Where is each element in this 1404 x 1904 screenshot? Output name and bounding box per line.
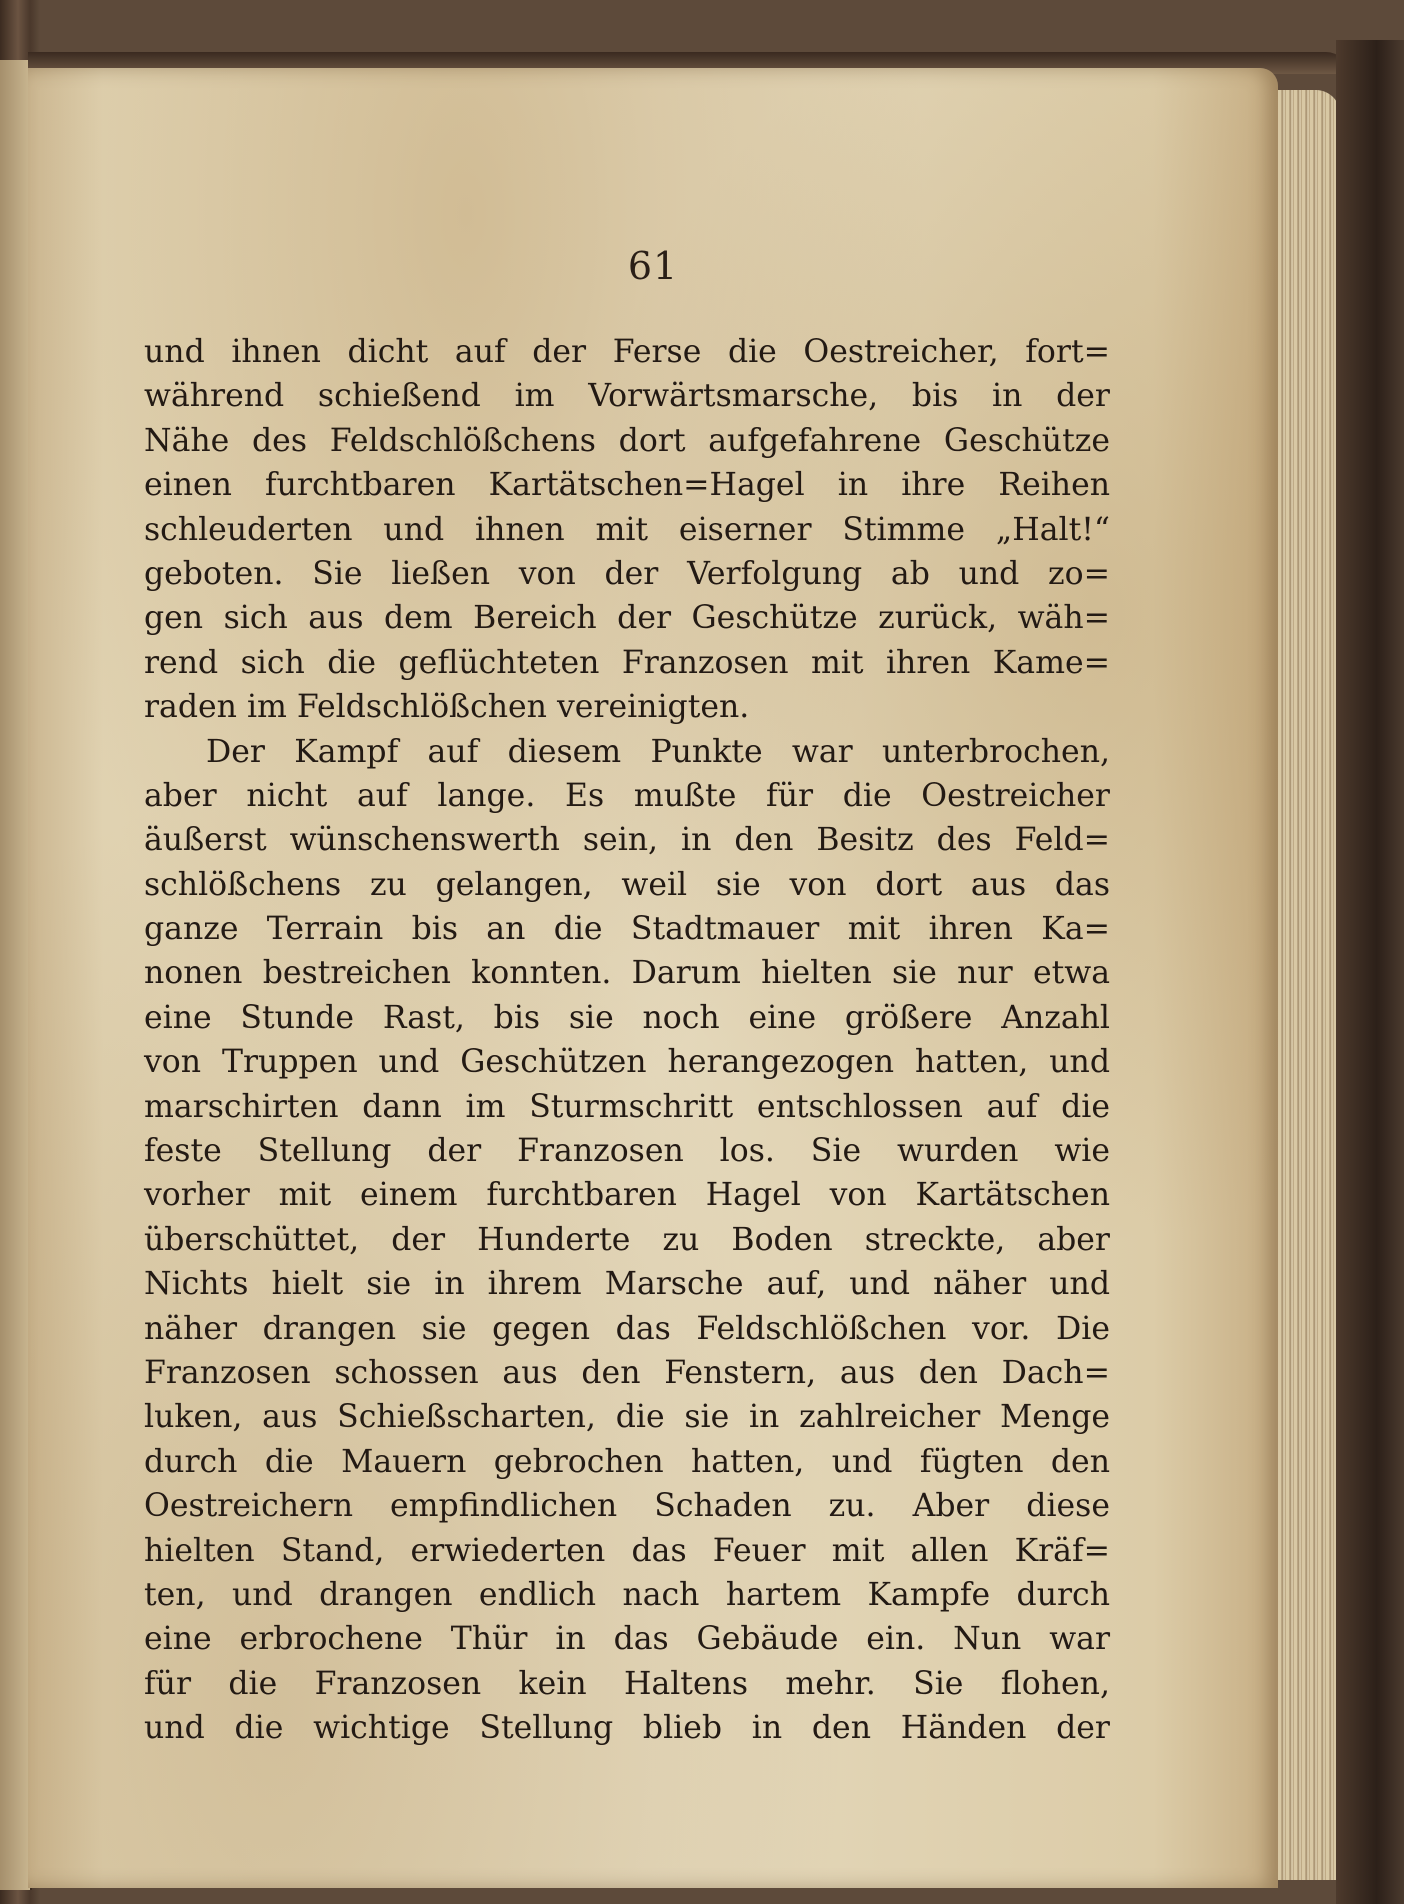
- text-line: schleuderten und ihnen mit eiserner Stimme „Halt!“: [144, 511, 1110, 548]
- text-line: ganze Terrain bis an die Stadtmauer mit ihren Ka=: [144, 911, 1110, 948]
- text-line: Franzosen schossen aus den Fenstern, aus den Dach=: [144, 1354, 1110, 1391]
- text-line: schlößchens zu gelangen, weil sie von dort aus das: [144, 866, 1110, 903]
- text-line: feste Stellung der Franzosen los. Sie wurden wie: [144, 1133, 1110, 1170]
- text-line: durch die Mauern gebrochen hatten, und fügten den: [144, 1443, 1110, 1480]
- text-line: Der Kampf auf diesem Punkte war unterbrochen,: [206, 733, 1110, 770]
- text-line: für die Franzosen kein Haltens mehr. Sie flohen,: [144, 1665, 1110, 1702]
- text-line: Oestreichern empfindlichen Schaden zu. Aber diese: [144, 1488, 1110, 1525]
- book-page: [28, 68, 1278, 1888]
- text-line: rend sich die geflüchteten Franzosen mit ihren Kame=: [144, 644, 1110, 681]
- text-line: marschirten dann im Sturmschritt entschlossen auf die: [144, 1088, 1110, 1125]
- text-line: aber nicht auf lange. Es mußte für die Oestreicher: [144, 777, 1110, 814]
- text-line: und ihnen dicht auf der Ferse die Oestreicher, fort=: [144, 334, 1110, 370]
- text-line: eine erbrochene Thür in das Gebäude ein. Nun war: [144, 1621, 1110, 1658]
- text-line: und die wichtige Stellung blieb in den Händen der: [144, 1710, 1110, 1747]
- text-line: vorher mit einem furchtbaren Hagel von Kartätschen: [144, 1177, 1110, 1214]
- text-line: eine Stunde Rast, bis sie noch eine größere Anzahl: [144, 999, 1110, 1036]
- text-line: hielten Stand, erwiederten das Feuer mit allen Kräf=: [144, 1532, 1110, 1569]
- page-stack-edges: [1270, 90, 1340, 1880]
- text-line: raden im Feldschlößchen vereinigten.: [144, 689, 750, 726]
- text-line: Nichts hielt sie in ihrem Marsche auf, und näher und: [144, 1266, 1110, 1303]
- text-line: äußerst wünschenswerth sein, in den Besitz des Feld=: [144, 822, 1110, 859]
- text-line: luken, aus Schießscharten, die sie in zahlreicher Menge: [144, 1399, 1110, 1436]
- text-line: Nähe des Feldschlößchens dort aufgefahrene Geschütze: [144, 422, 1110, 459]
- text-line: einen furchtbaren Kartätschen=Hagel in ihre Reihen: [144, 467, 1110, 504]
- text-line: überschüttet, der Hunderte zu Boden streckte, aber: [144, 1221, 1110, 1258]
- text-line: von Truppen und Geschützen herangezogen hatten, und: [144, 1044, 1110, 1081]
- text-line: näher drangen sie gegen das Feldschlößchen vor. Die: [144, 1310, 1110, 1347]
- page-text: [144, 330, 1110, 1751]
- text-line: geboten. Sie ließen von der Verfolgung ab und zo=: [144, 555, 1110, 592]
- book-cover-right-edge: [1336, 40, 1404, 1904]
- text-line: nonen bestreichen konnten. Darum hielten sie nur etwa: [144, 955, 1110, 992]
- text-line: gen sich aus dem Bereich der Geschütze zurück, wäh=: [144, 600, 1110, 637]
- text-line: ten, und drangen endlich nach hartem Kampfe durch: [144, 1576, 1110, 1613]
- page-number: 61: [627, 244, 679, 288]
- text-line: während schießend im Vorwärtsmarsche, bis in der: [144, 378, 1110, 415]
